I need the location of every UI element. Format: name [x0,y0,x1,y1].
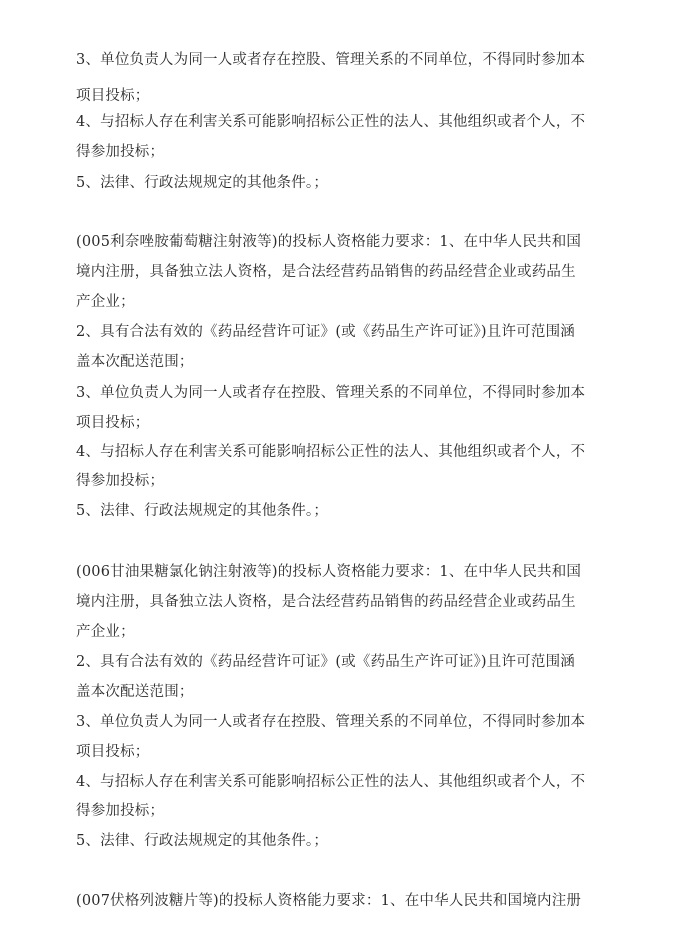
text-line: 境内注册，具备独立法人资格，是合法经营药品销售的药品经营企业或药品生 [76,264,576,280]
text-line: 盖本次配送范围； [76,684,194,700]
text-line: 5、法律、行政法规规定的其他条件。； [76,833,329,849]
text-line: 4、与招标人存在利害关系可能影响招标公正性的法人、其他组织或者个人，不 [76,444,586,460]
text-line: 得参加投标； [76,473,165,489]
text-line: 5、法律、行政法规规定的其他条件。； [76,503,329,519]
text-line: 项目投标； [76,88,150,104]
text-line: 得参加投标； [76,144,165,160]
text-line: 4、与招标人存在利害关系可能影响招标公正性的法人、其他组织或者个人，不 [76,114,586,130]
text-line: 境内注册，具备独立法人资格，是合法经营药品销售的药品经营企业或药品生 [76,594,576,610]
text-line: 得参加投标； [76,803,165,819]
text-line: (007伏格列波糖片等)的投标人资格能力要求：1、在中华人民共和国境内注册 [76,893,582,909]
text-line: (006甘油果糖氯化钠注射液等)的投标人资格能力要求：1、在中华人民共和国 [76,564,582,580]
text-line: 项目投标； [76,744,150,760]
text-line: 4、与招标人存在利害关系可能影响招标公正性的法人、其他组织或者个人，不 [76,774,586,790]
text-line: 3、单位负责人为同一人或者存在控股、管理关系的不同单位，不得同时参加本 [76,52,586,68]
text-line: 2、具有合法有效的《药品经营许可证》(或《药品生产许可证》)且许可范围涵 [76,324,575,340]
text-line: 盖本次配送范围； [76,354,194,370]
text-line: 2、具有合法有效的《药品经营许可证》(或《药品生产许可证》)且许可范围涵 [76,654,575,670]
text-line: 产企业； [76,294,135,310]
text-line: 产企业； [76,624,135,640]
text-line: 项目投标； [76,415,150,431]
text-line: 3、单位负责人为同一人或者存在控股、管理关系的不同单位，不得同时参加本 [76,385,586,401]
text-line: (005利奈唑胺葡萄糖注射液等)的投标人资格能力要求：1、在中华人民共和国 [76,234,582,250]
text-line: 5、法律、行政法规规定的其他条件。； [76,175,329,191]
text-line: 3、单位负责人为同一人或者存在控股、管理关系的不同单位，不得同时参加本 [76,714,586,730]
